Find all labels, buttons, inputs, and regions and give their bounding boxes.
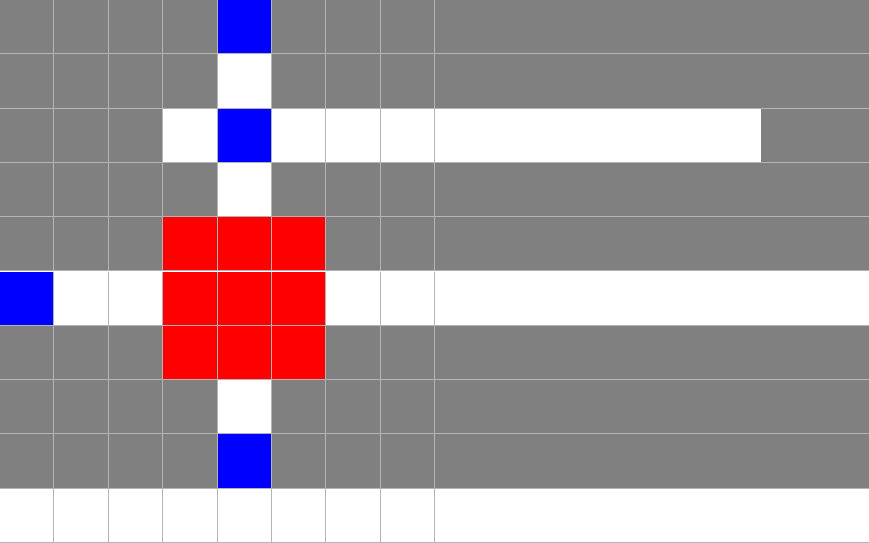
board-cell-r5-c2-white[interactable]	[109, 272, 163, 326]
board-cell-r3-c3-gray[interactable]	[163, 163, 217, 217]
board-cell-r9-c2-white[interactable]	[109, 489, 163, 543]
board-cell-r4-c7-gray[interactable]	[381, 217, 435, 271]
board-cell-r7-c0-gray[interactable]	[0, 380, 54, 434]
board-right-region-r4-gray	[435, 217, 869, 271]
board-cell-r8-c5-gray[interactable]	[272, 434, 326, 488]
board-cell-r4-c0-gray[interactable]	[0, 217, 54, 271]
board-cell-r1-c2-gray[interactable]	[109, 54, 163, 108]
board-cell-r5-c3-red[interactable]	[163, 272, 217, 326]
board-cell-r0-c4-blue[interactable]	[218, 0, 272, 54]
board-cell-r0-c1-gray[interactable]	[54, 0, 108, 54]
board-right-region-r3-gray	[435, 163, 869, 217]
board-cell-r9-c1-white[interactable]	[54, 489, 108, 543]
board-cell-r1-c5-gray[interactable]	[272, 54, 326, 108]
board-cell-r6-c3-red[interactable]	[163, 326, 217, 380]
board-cell-r2-c1-gray[interactable]	[54, 109, 108, 163]
board-cell-r4-c3-red[interactable]	[163, 217, 217, 271]
board-cell-r1-c3-gray[interactable]	[163, 54, 217, 108]
board-cell-r5-c7-white[interactable]	[381, 272, 435, 326]
board-cell-r3-c5-gray[interactable]	[272, 163, 326, 217]
board-cell-r0-c0-gray[interactable]	[0, 0, 54, 54]
board-cell-r2-c7-white[interactable]	[381, 109, 435, 163]
board-cell-r6-c7-gray[interactable]	[381, 326, 435, 380]
board-cell-r1-c7-gray[interactable]	[381, 54, 435, 108]
board-cell-r1-c4-white[interactable]	[218, 54, 272, 108]
board-cell-r3-c4-white[interactable]	[218, 163, 272, 217]
board-cell-r3-c7-gray[interactable]	[381, 163, 435, 217]
board-right-region-r5-white	[435, 272, 869, 326]
board-cell-r3-c2-gray[interactable]	[109, 163, 163, 217]
board-cell-r9-c3-white[interactable]	[163, 489, 217, 543]
board-cell-r6-c4-red[interactable]	[218, 326, 272, 380]
board-cell-r0-c7-gray[interactable]	[381, 0, 435, 54]
board-cell-r5-c5-red[interactable]	[272, 272, 326, 326]
board-cell-r7-c3-gray[interactable]	[163, 380, 217, 434]
board-cell-r8-c2-gray[interactable]	[109, 434, 163, 488]
board-cell-r8-c0-gray[interactable]	[0, 434, 54, 488]
board-cell-r3-c0-gray[interactable]	[0, 163, 54, 217]
board-cell-r0-c3-gray[interactable]	[163, 0, 217, 54]
board-cell-r9-c7-white[interactable]	[381, 489, 435, 543]
board-right-region-r2-white	[435, 109, 761, 163]
board-cell-r7-c1-gray[interactable]	[54, 380, 108, 434]
board-cell-r0-c2-gray[interactable]	[109, 0, 163, 54]
board-right-region-r6-gray	[435, 326, 869, 380]
board-right-region-r2-gray	[761, 109, 869, 163]
board-cell-r2-c3-white[interactable]	[163, 109, 217, 163]
board-cell-r4-c5-red[interactable]	[272, 217, 326, 271]
board-cell-r9-c4-white[interactable]	[218, 489, 272, 543]
board-cell-r5-c4-red[interactable]	[218, 272, 272, 326]
board-cell-r2-c6-white[interactable]	[326, 109, 380, 163]
board-right-region-r9-white	[435, 489, 869, 543]
board-cell-r9-c6-white[interactable]	[326, 489, 380, 543]
board-cell-r6-c6-gray[interactable]	[326, 326, 380, 380]
board-cell-r1-c0-gray[interactable]	[0, 54, 54, 108]
board-right-region-r8-gray	[435, 434, 869, 488]
board-cell-r2-c0-gray[interactable]	[0, 109, 54, 163]
board-cell-r1-c6-gray[interactable]	[326, 54, 380, 108]
board-cell-r2-c5-white[interactable]	[272, 109, 326, 163]
board-cell-r8-c6-gray[interactable]	[326, 434, 380, 488]
board-cell-r7-c6-gray[interactable]	[326, 380, 380, 434]
board-cell-r6-c2-gray[interactable]	[109, 326, 163, 380]
board-cell-r4-c6-gray[interactable]	[326, 217, 380, 271]
board-cell-r4-c4-red[interactable]	[218, 217, 272, 271]
board-cell-r7-c5-gray[interactable]	[272, 380, 326, 434]
board-right-region-r7-gray	[435, 380, 869, 434]
board-cell-r4-c1-gray[interactable]	[54, 217, 108, 271]
board-right-region-r0-gray	[435, 0, 869, 54]
board-right-region-r1-gray	[435, 54, 869, 108]
board-cell-r9-c0-white[interactable]	[0, 489, 54, 543]
board-cell-r2-c2-gray[interactable]	[109, 109, 163, 163]
board-cell-r8-c7-gray[interactable]	[381, 434, 435, 488]
board-cell-r1-c1-gray[interactable]	[54, 54, 108, 108]
board-cell-r7-c4-white[interactable]	[218, 380, 272, 434]
board-cell-r6-c0-gray[interactable]	[0, 326, 54, 380]
board-cell-r8-c3-gray[interactable]	[163, 434, 217, 488]
board-cell-r5-c6-white[interactable]	[326, 272, 380, 326]
board-cell-r3-c6-gray[interactable]	[326, 163, 380, 217]
board-cell-r0-c5-gray[interactable]	[272, 0, 326, 54]
board-cell-r7-c2-gray[interactable]	[109, 380, 163, 434]
board-cell-r5-c0-blue[interactable]	[0, 272, 54, 326]
board-cell-r5-c1-white[interactable]	[54, 272, 108, 326]
board-cell-r9-c5-white[interactable]	[272, 489, 326, 543]
board-cell-r7-c7-gray[interactable]	[381, 380, 435, 434]
board-cell-r6-c5-red[interactable]	[272, 326, 326, 380]
board-cell-r2-c4-blue[interactable]	[218, 109, 272, 163]
board-cell-r8-c4-blue[interactable]	[218, 434, 272, 488]
board-cell-r3-c1-gray[interactable]	[54, 163, 108, 217]
board-cell-r4-c2-gray[interactable]	[109, 217, 163, 271]
board-cell-r6-c1-gray[interactable]	[54, 326, 108, 380]
board-cell-r8-c1-gray[interactable]	[54, 434, 108, 488]
board-cell-r0-c6-gray[interactable]	[326, 0, 380, 54]
